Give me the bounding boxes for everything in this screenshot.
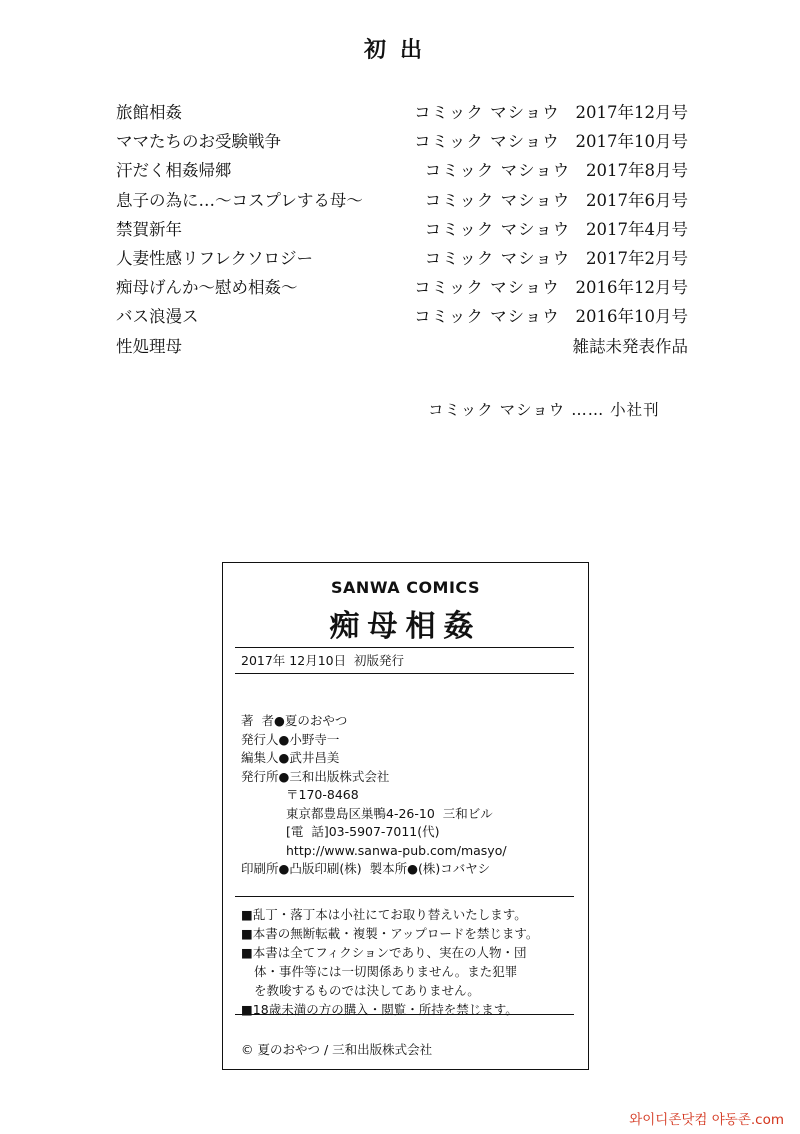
list-item — [116, 273, 688, 302]
issue-date: 2017年2月号 — [586, 248, 688, 268]
issue-date: 2017年12月号 — [575, 103, 688, 122]
magazine-name: コミック マショウ — [414, 132, 560, 152]
story-title: ママたちのお受験戦争 — [116, 132, 281, 152]
list-item — [116, 302, 688, 331]
credits-block — [241, 712, 507, 879]
series-name: SANWA COMICS — [331, 578, 480, 597]
story-title: 人妻性感リフレクソロジー — [116, 248, 314, 268]
magazine-name: コミック マショウ — [424, 161, 571, 181]
notices-block — [241, 905, 538, 1019]
phone: [電 話]03-5907-7011(代) — [286, 824, 440, 839]
magazine-name: コミック マショウ — [424, 190, 571, 210]
author-line: 著 者●夏のおやつ — [241, 713, 348, 728]
book-title: 痴母相姦 — [329, 609, 482, 644]
story-title: 息子の為に…～コスプレする母～ — [116, 190, 363, 210]
page-title: 初出 — [363, 37, 436, 63]
story-title: バス浪漫ス — [116, 307, 199, 327]
issue-date: 2016年12月号 — [575, 278, 688, 298]
magazine-name: コミック マショウ — [414, 278, 560, 298]
issue-date: 2017年4月号 — [586, 219, 688, 239]
publisher-person-line: 発行人●小野寺一 — [241, 731, 340, 747]
magazine-name: コミック マショウ — [414, 307, 560, 327]
list-item — [116, 156, 688, 185]
divider — [235, 647, 574, 648]
publisher-note: コミック マショウ …… 小社刊 — [428, 401, 660, 419]
copyright-line: © 夏のおやつ / 三和出版株式会社 — [241, 1042, 433, 1057]
postal-code: 〒170-8468 — [286, 787, 359, 802]
story-title: 性処理母 — [116, 336, 182, 356]
divider — [235, 896, 574, 897]
watermark: 와이디존닷컴 야동존.com — [625, 1106, 788, 1130]
magazine-name: コミック マショウ — [424, 219, 571, 239]
notice-item-continued: 体・事件等には一切関係ありません。また犯罪 — [254, 964, 518, 979]
publishing-house-line: 発行所●三和出版株式会社 — [241, 768, 390, 784]
notice-item: ■本書の無断転載・複製・アップロードを禁じます。 — [241, 926, 539, 941]
notice-item-continued: を教唆するものでは決してありません。 — [254, 983, 480, 998]
list-item — [116, 332, 688, 361]
issue-date: 2017年10月号 — [575, 132, 688, 152]
list-item — [116, 244, 688, 273]
story-title: 汗だく相姦帰郷 — [116, 161, 232, 181]
notice-item: ■本書は全てフィクションであり、実在の人物・団 — [241, 945, 527, 960]
issue-date: 2017年8月号 — [586, 161, 688, 181]
notice-item: ■乱丁・落丁本は小社にてお取り替えいたします。 — [241, 907, 527, 922]
magazine-name: コミック マショウ — [424, 248, 571, 268]
magazine-name: コミック マショウ — [414, 103, 560, 122]
list-item — [116, 98, 688, 127]
publication-date: 2017年 12月10日 初版発行 — [241, 653, 405, 668]
notice-item: ■18歳未満の方の購入・閲覧・所持を禁じます。 — [241, 1002, 518, 1017]
list-item — [116, 186, 688, 215]
story-title: 禁賀新年 — [116, 219, 182, 239]
issue-date: 2017年6月号 — [586, 190, 688, 210]
divider — [235, 673, 574, 674]
list-item — [116, 127, 688, 156]
story-title: 旅館相姦 — [116, 103, 182, 122]
address: 東京都豊島区巣鴨4-26-10 三和ビル — [286, 805, 493, 821]
divider — [235, 1014, 574, 1015]
editor-line: 編集人●武井昌美 — [241, 750, 340, 765]
story-title: 痴母げんか～慰め相姦～ — [116, 278, 298, 298]
issue-date: 2016年10月号 — [575, 307, 688, 327]
printer-line: 印刷所●凸版印刷(株) 製本所●(株)コバヤシ — [241, 861, 491, 876]
website-url: http://www.sanwa-pub.com/masyo/ — [286, 842, 507, 858]
list-item — [116, 215, 688, 244]
issue-date: 雑誌未発表作品 — [572, 336, 688, 356]
first-appearance-list — [116, 98, 688, 361]
colophon-box — [222, 562, 589, 1070]
